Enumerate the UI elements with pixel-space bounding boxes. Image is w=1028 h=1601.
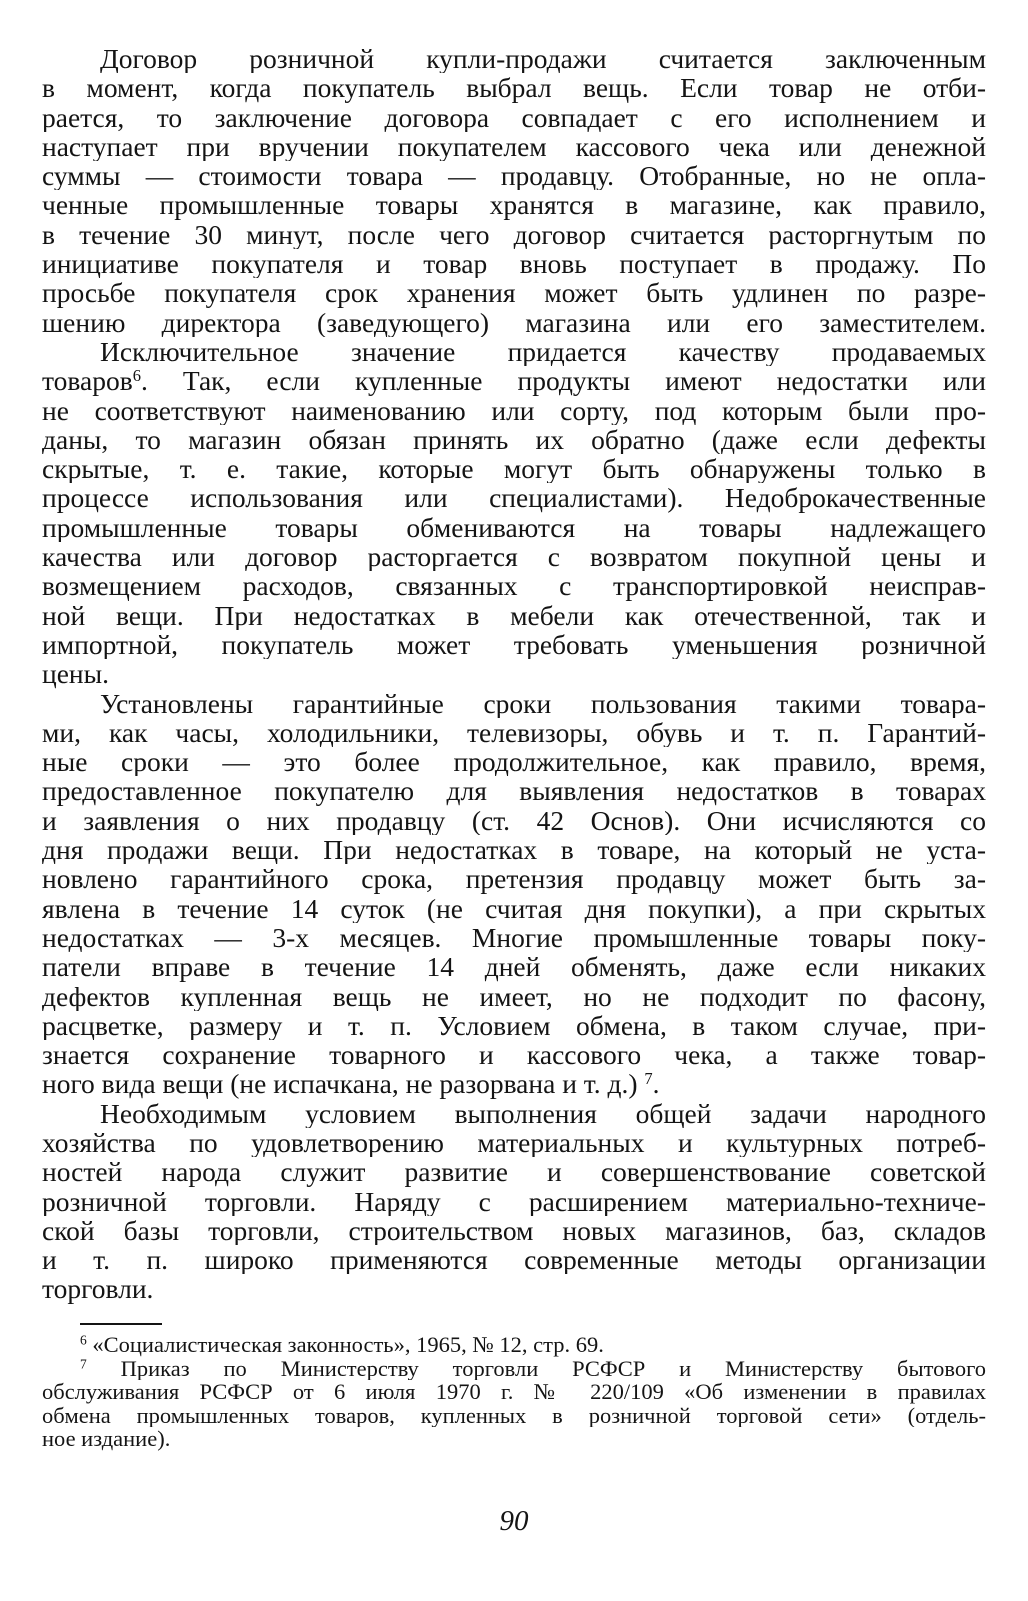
paragraph-2 [42,337,986,689]
footnote-6 [42,1333,986,1357]
text-line: ченные промышленные товары хранятся в магазине, как правило, [42,190,986,220]
footnotes [42,1333,986,1451]
footnote-line [42,1333,986,1357]
text-line: ностей народа служит развитие и совершенствование советской [42,1157,986,1187]
text-line [42,1069,986,1098]
footnote-ref-6: 6 [132,366,141,386]
footnote-line: ное издание). [42,1427,171,1451]
text-line: инициативе покупателя и товар вновь поступает в продажу. По [42,249,986,279]
text-segment: . [652,1069,660,1099]
text-line: шению директора (заведующего) магазина или его заместителем. [42,307,986,337]
text-line: дефектов купленная вещь не имеет, но не подходит по фасону, [42,981,986,1011]
text-line [42,366,986,395]
footnote-line [42,1357,986,1381]
text-line: ской базы торговли, строительством новых магазинов, баз, складов [42,1215,986,1246]
text-line: хозяйства по удовлетворению материальных и культурных потреб- [42,1127,986,1158]
text-line: патели вправе в течение 14 дней обменять, даже если никаких [42,952,986,982]
text-line: качества или договор расторгается с возвратом покупной цены и [42,542,986,572]
paragraph-1 [42,44,986,337]
text-line: суммы — стоимости товара — продавцу. Отобранные, но не опла- [42,161,986,191]
text-line: в момент, когда покупатель выбрал вещь. Если товар не отби- [42,73,986,103]
text-line: не соответствуют наименованию или сорту, под которым были про- [42,395,986,425]
text-line: недостатках — 3-х месяцев. Многие промышленные товары поку- [42,922,986,953]
text-line: Исключительное значение придается качеству продаваемых [100,336,986,367]
text-line: розничной торговли. Наряду с расширением материально-техниче- [42,1186,986,1216]
text-line: дня продажи вещи. При недостатках в товаре, на который не уста- [42,835,986,865]
text-line: торговли. [42,1274,154,1304]
paragraph-4 [42,1099,986,1304]
text-line: рается, то заключение договора совпадает с его исполнением и [42,102,986,132]
text-line: импортной, покупатель может требовать уменьшения розничной [42,629,986,660]
text-line: просьбе покупателя срок хранения может быть удлинен по разре- [42,278,986,308]
footnote-text: «Социалистическая законность», 1965, № 12, стр. 69. [86,1333,604,1357]
text-line: скрытые, т. е. такие, которые могут быть обнаружены только в [42,454,986,484]
text-segment: . Так, если купленные продукты имеют недостатки или [140,366,986,396]
text-line: расцветке, размеру и т. п. Условием обмена, в таком случае, при- [42,1010,986,1041]
footnote-line: обмена промышленных товаров, купленных в розничной торговой сети» (отдель- [42,1403,986,1427]
text-line: процессе использования или специалистами). Недоброкачественные [42,483,986,513]
footnote-ref-7: 7 [644,1069,653,1089]
footnote-line: обслуживания РСФСР от 6 июля 1970 г. № 220/109 «Об изменении в правилах [42,1380,986,1404]
footnote-marker: 7 [80,1356,87,1372]
text-segment: ного вида вещи (не испачкана, не разорвана и т. д.) [42,1069,645,1099]
text-line: знается сохранение товарного и кассового чека, а также товар- [42,1040,986,1070]
text-line: Необходимым условием выполнения общей задачи народного [100,1098,986,1128]
text-line: Договор розничной купли-продажи считается заключенным [100,44,986,74]
text-line: и заявления о них продавцу (ст. 42 Основ). Они исчисляются со [42,805,986,836]
text-line: в течение 30 минут, после чего договор считается расторгнутым по [42,219,986,250]
page-number: 90 [499,1505,529,1537]
text-line: ми, как часы, холодильники, телевизоры, обувь и т. п. Гарантий- [42,717,986,748]
text-segment: товаров [42,366,133,396]
text-line: Установлены гарантийные сроки пользования такими товара- [100,688,986,718]
text-line: явлена в течение 14 суток (не считая дня покупки), а при скрытых [42,893,986,923]
text-line: новлено гарантийного срока, претензия продавцу может быть за- [42,864,986,894]
footnote-separator [80,1323,162,1325]
footnote-marker: 6 [80,1333,87,1348]
footnote-text: Приказ по Министерству торговли РСФСР и Министерству бытового [86,1356,986,1380]
text-line: предоставленное покупателю для выявления недостатков в товарах [42,776,986,806]
text-line: даны, то магазин обязан принять их обратно (даже если дефекты [42,424,986,455]
paragraph-3 [42,689,986,1099]
text-line: возмещением расходов, связанных с транспортировкой неисправ- [42,571,986,601]
text-line: ные сроки — это более продолжительное, как правило, время, [42,747,986,777]
footnote-7 [42,1357,986,1451]
text-line: ной вещи. При недостатках в мебели как отечественной, так и [42,600,986,630]
text-line: цены. [42,659,109,689]
text-line: промышленные товары обмениваются на товары надлежащего [42,512,986,543]
main-text [42,44,986,1304]
text-line: и т. п. широко применяются современные методы организации [42,1245,986,1275]
text-line: наступает при вручении покупателем кассового чека или денежной [42,131,986,162]
